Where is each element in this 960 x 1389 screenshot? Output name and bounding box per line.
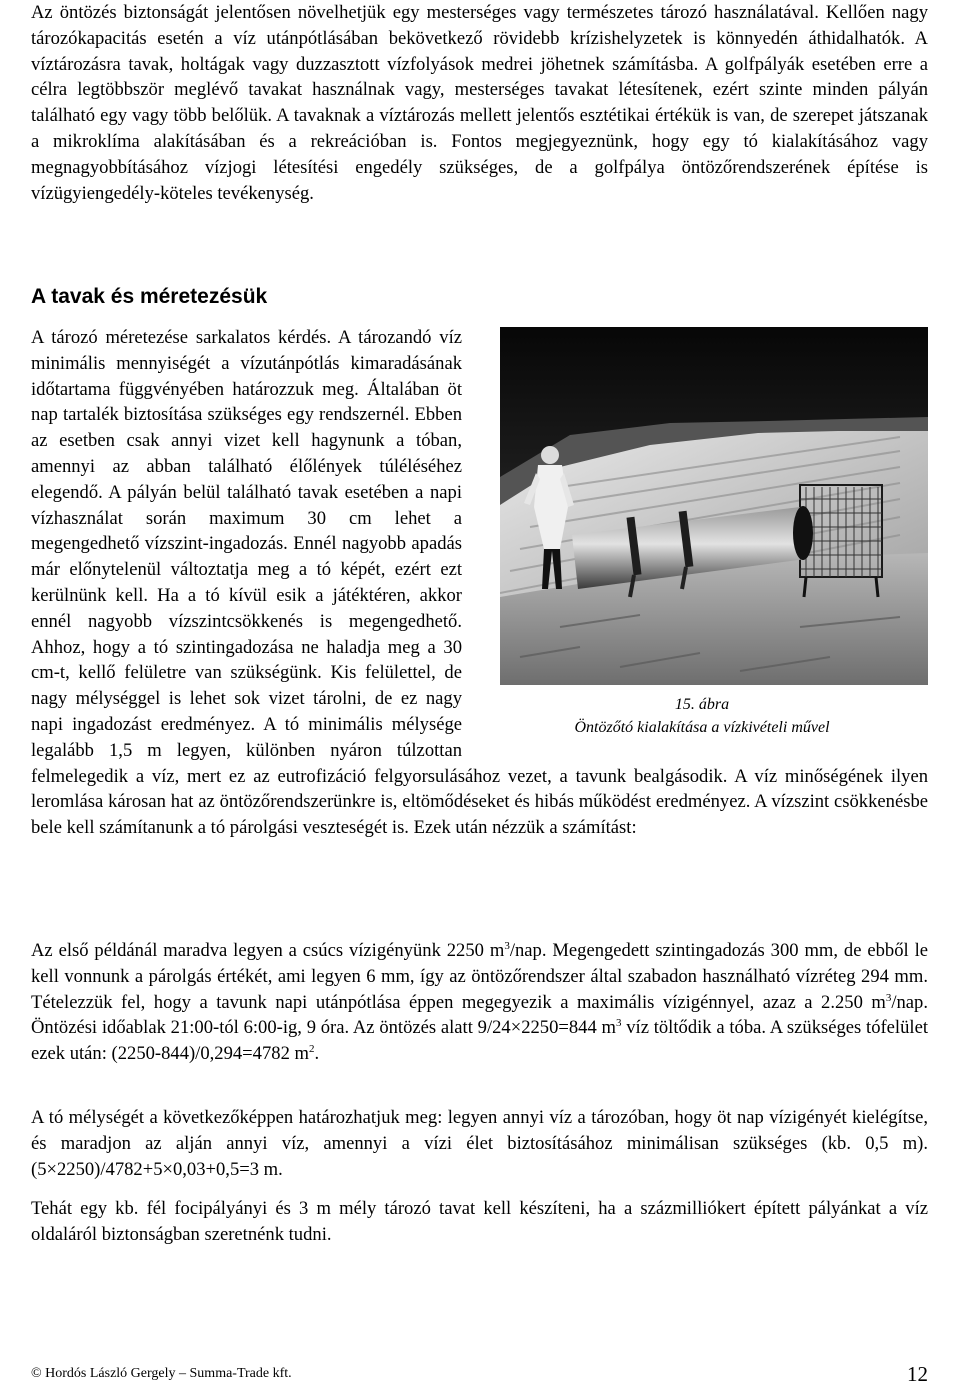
section-heading: A tavak és méretezésük — [31, 285, 268, 308]
calc-text-4: víz töltődik a tóba. A szükséges tófelület ezek után: (2250-844)/0,294=4782 m — [31, 1017, 928, 1065]
sizing-section — [31, 325, 928, 841]
calc-text-5: . — [314, 1043, 320, 1065]
calc-text-1: Az első példánál maradva legyen a csúcs vízigényünk 2250 m — [31, 940, 505, 961]
pond-intake-photo — [500, 327, 928, 685]
superscript-cubic-3: 3 — [615, 1017, 622, 1030]
calc-text-2: /nap. Megengedett szintingadozás 300 mm, de ebből le kell vonnunk a párolgás értékét, ami legyen 6 mm, így az öntözőrendszer által szabadon használható vízréteg 294 mm. Tételezzük fel, hogy a tavunk napi utánpótlása éppen megegyezik a maximális vízigénnyel, azaz a 2.250 m — [31, 940, 928, 1013]
figure — [476, 325, 928, 755]
calculation-paragraph — [31, 938, 928, 1067]
depth-paragraph: A tó mélységét a következőképpen határozhatjuk meg: legyen annyi víz a tározóban, hogy öt nap vízigényét kielégítse, és maradjon az alján annyi víz, amennyi a vízi élet biztosításához minimálisan szükséges (kb. 0,5 m). (5×2250)/4782+5×0,03+0,5=3 m. — [31, 1107, 928, 1180]
page-number: 12 — [907, 1362, 928, 1386]
footer-author: © Hordós László Gergely – Summa-Trade kft. — [31, 1366, 292, 1381]
superscript-cubic-1: 3 — [504, 940, 510, 952]
figure-number: 15. ábra — [674, 696, 730, 713]
calc-text-3: /nap. Öntözési időablak 21:00-tól 6:00-ig, 9 óra. Az öntözés alatt 9/24×2250=844 m — [31, 991, 928, 1039]
intro-paragraph: Az öntözés biztonságát jelentősen növelhetjük egy mesterséges vagy természetes tározó használatával. Kellően nagy tározókapacitás esetén a víz utánpótlásában bekövetkező rövidebb krízishelyzetek is könnyedén áthidalhatók. A víztározásra tavak, holtágak vagy duzzasztott vízfolyások medrei jöhetnek számításba. A golfpályák esetében erre a célra legtöbbször meglévő tavakat használnak vagy, mesterséges tavakat létesítenek, ezért szinte minden pályán található egy vagy több belőlük. A tavaknak a víztározás mellett jelentős esztétikai értékük is van, de szerepet játszanak a mikroklíma alakításában és a rekreációban is. Fontos megjegyeznünk, hogy egy tó kialakításához vagy megnagyobbításához vízjogi létesítési engedély szükséges, de a golfpálya öntözőrendszerének építése is vízügyiengedély-köteles tevékenység. — [31, 2, 928, 204]
superscript-square: 2 — [308, 1043, 315, 1056]
superscript-cubic-2: 3 — [885, 991, 892, 1004]
figure-caption: Öntözőtó kialakítása a vízkivételi művel — [574, 719, 830, 736]
sizing-paragraph: A tározó méretezése sarkalatos kérdés. A tározandó víz minimális mennyiségét a vízutánpótlás kimaradásának időtartama függvényében határozzuk meg. Általában öt nap tartalék biztosítása szükséges egy rendszernél. Ebben az esetben csak annyi vizet kell hagynunk a tóban, amennyi az abban található élőlények túléléséhez elegendő. A pályán belül található tavak esetében a napi vízhasználat során maximum 30 cm lehet a megengedhető vízszint-ingadozás. Ennél nagyobb apadás már előnytelenül változtatja meg a tó képét, ezért ezt kerülnünk kell. Ha a tó kívül esik a játéktéren, akkor ennél nagyobb vízszintcsökkenés is megengedhető. Ahhoz, hogy a tó szintingadozása ne haladja meg a 30 cm-t, kellő felületre van szükségünk. Kis felülettel, de nagy mélységgel is lehet sok vizet tárolni, de ez nagy napi ingadozást eredményez. A tó minimális mélysége legalább 1,5 m legyen, különben nyáron túlzottan felmelegedik a víz, mert ez az eutrofizáció felgyorsulásához vezet, a tavunk bealgásodik. A víz minőségének ilyen leromlása károsan hat az öntözőrendszerünkre is, eltömődéseket és hibás működést eredményez. A vízszint csökkenésbe bele kell számítanunk a tó párolgási veszteségét is. Ezek után nézzük a számítást: — [31, 327, 928, 839]
page-footer — [31, 1362, 928, 1384]
conclusion-paragraph: Tehát egy kb. fél focipályányi és 3 m mély tározó tavat kell készíteni, ha a százmilliókert épített pályánkat a víz oldaláról biztonságban szeretnénk tudni. — [31, 1198, 928, 1245]
